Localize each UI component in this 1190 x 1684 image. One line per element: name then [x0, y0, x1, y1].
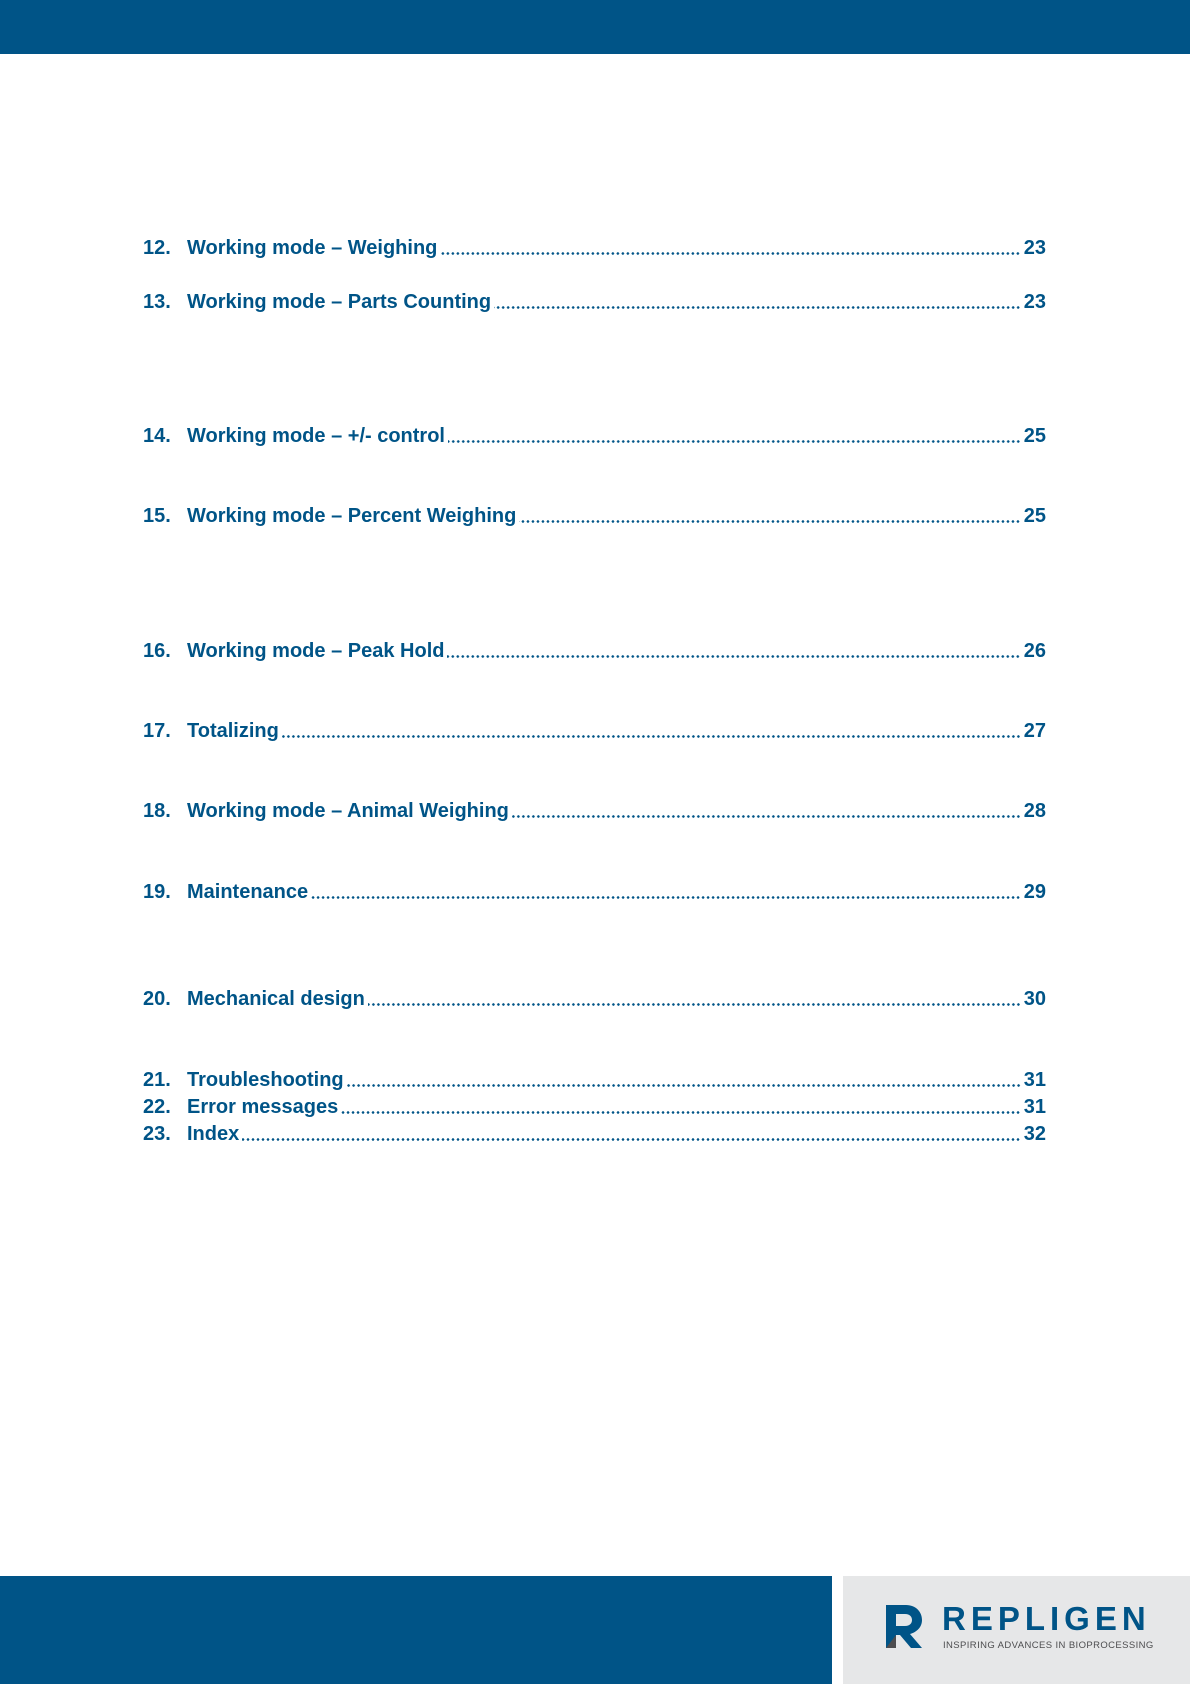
- toc-entry-page: 23: [1023, 237, 1046, 259]
- dot-leader: [512, 814, 1021, 819]
- toc-entry-number: 17.: [143, 720, 171, 742]
- dot-leader: [282, 734, 1021, 739]
- toc-entry-title: Working mode – Parts Counting: [187, 291, 492, 313]
- footer-bar: [0, 1576, 832, 1684]
- toc-entry-page: 25: [1023, 505, 1046, 527]
- toc-entry-page: 27: [1023, 720, 1046, 742]
- toc-entry-title: Maintenance: [187, 881, 309, 903]
- toc-entry-title: Working mode – Weighing: [187, 237, 438, 259]
- toc-entry[interactable]: [143, 717, 1046, 745]
- toc-entry-page: 31: [1023, 1069, 1046, 1091]
- toc-entry-number: 19.: [143, 881, 171, 903]
- toc-entry-number: 15.: [143, 505, 171, 527]
- dot-leader: [311, 895, 1021, 900]
- repligen-logo-icon: [882, 1601, 926, 1651]
- dot-leader: [341, 1110, 1021, 1115]
- toc-entry[interactable]: [143, 985, 1046, 1013]
- dot-leader: [447, 654, 1020, 659]
- dot-leader: [347, 1083, 1021, 1088]
- toc-entry-page: 29: [1023, 881, 1046, 903]
- toc-entry[interactable]: [143, 234, 1046, 262]
- toc-entry-page: 28: [1023, 800, 1046, 822]
- dot-leader: [440, 251, 1020, 256]
- toc-entry-title: Error messages: [187, 1096, 339, 1118]
- toc-entry[interactable]: [143, 1093, 1046, 1121]
- toc-entry-title: Working mode – Peak Hold: [187, 640, 445, 662]
- toc-entry[interactable]: [143, 1066, 1046, 1094]
- dot-leader: [368, 1002, 1021, 1007]
- toc-entry-title: Troubleshooting: [187, 1069, 344, 1091]
- toc-entry[interactable]: [143, 878, 1046, 906]
- toc-entry-title: Index: [187, 1123, 240, 1145]
- toc-entry-number: 20.: [143, 988, 171, 1010]
- toc-entry-page: 25: [1023, 425, 1046, 447]
- toc-entry-title: Working mode – Animal Weighing: [187, 800, 509, 822]
- toc-entry[interactable]: [143, 422, 1046, 450]
- dot-leader: [242, 1137, 1021, 1142]
- toc-entry-page: 23: [1023, 291, 1046, 313]
- toc-entry-title: Totalizing: [187, 720, 279, 742]
- toc-entry-page: 26: [1023, 640, 1046, 662]
- toc-entry-page: 30: [1023, 988, 1046, 1010]
- toc-entry-number: 21.: [143, 1069, 171, 1091]
- toc-entry[interactable]: [143, 288, 1046, 316]
- logo-tagline: INSPIRING ADVANCES IN BIOPROCESSING: [943, 1640, 1154, 1651]
- toc-entry-number: 13.: [143, 291, 171, 313]
- toc-entry-number: 22.: [143, 1096, 171, 1118]
- toc-entry[interactable]: [143, 637, 1046, 665]
- toc-entry-number: 18.: [143, 800, 171, 822]
- logo-wordmark: REPLIGEN: [942, 1600, 1151, 1637]
- toc-entry-number: 16.: [143, 640, 171, 662]
- dot-leader: [519, 519, 1020, 524]
- toc-entry-number: 14.: [143, 425, 171, 447]
- toc-entry-page: 31: [1023, 1096, 1046, 1118]
- toc-entry-title: Mechanical design: [187, 988, 365, 1010]
- toc-entry-page: 32: [1023, 1123, 1046, 1145]
- dot-leader: [494, 305, 1021, 310]
- toc-entry-title: Working mode – Percent Weighing: [187, 505, 517, 527]
- toc-entry[interactable]: [143, 1120, 1046, 1148]
- toc-entry-number: 23.: [143, 1123, 171, 1145]
- toc-entry[interactable]: [143, 797, 1046, 825]
- toc-entry-number: 12.: [143, 237, 171, 259]
- toc-entry-title: Working mode – +/- control: [187, 425, 445, 447]
- dot-leader: [448, 439, 1021, 444]
- toc-entry[interactable]: [143, 502, 1046, 530]
